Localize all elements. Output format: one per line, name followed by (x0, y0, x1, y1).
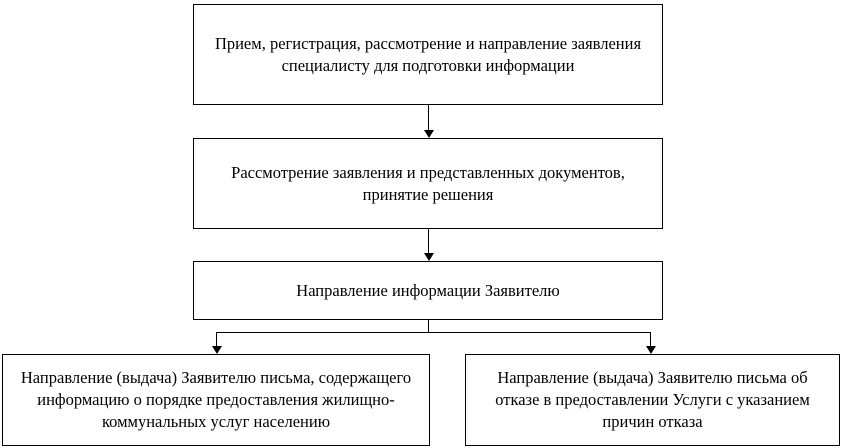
process-box-intake-label: Прием, регистрация, рассмотрение и направление заявления специалисту для подготовки информации (214, 33, 642, 75)
process-box-intake (193, 4, 663, 105)
connector-bus-send (216, 332, 650, 333)
process-box-review-label: Рассмотрение заявления и представленных документов, принятие решения (231, 162, 625, 204)
process-box-review (193, 138, 663, 229)
process-box-send-label: Направление информации Заявителю (296, 280, 560, 300)
outcome-box-refuse-label: Направление (выдача) Заявителю письма об отказе в предоставлении Услуги с указанием причин отказа (495, 368, 810, 431)
process-box-send (193, 261, 663, 320)
connector-stem-send (428, 320, 429, 332)
outcome-box-approve-label: Направление (выдача) Заявителю письма, содержащего информацию о порядке предоставления жилищно-коммунальных услуг населению (20, 368, 412, 431)
outcome-box-refuse (465, 354, 840, 446)
outcome-box-approve (2, 354, 430, 446)
